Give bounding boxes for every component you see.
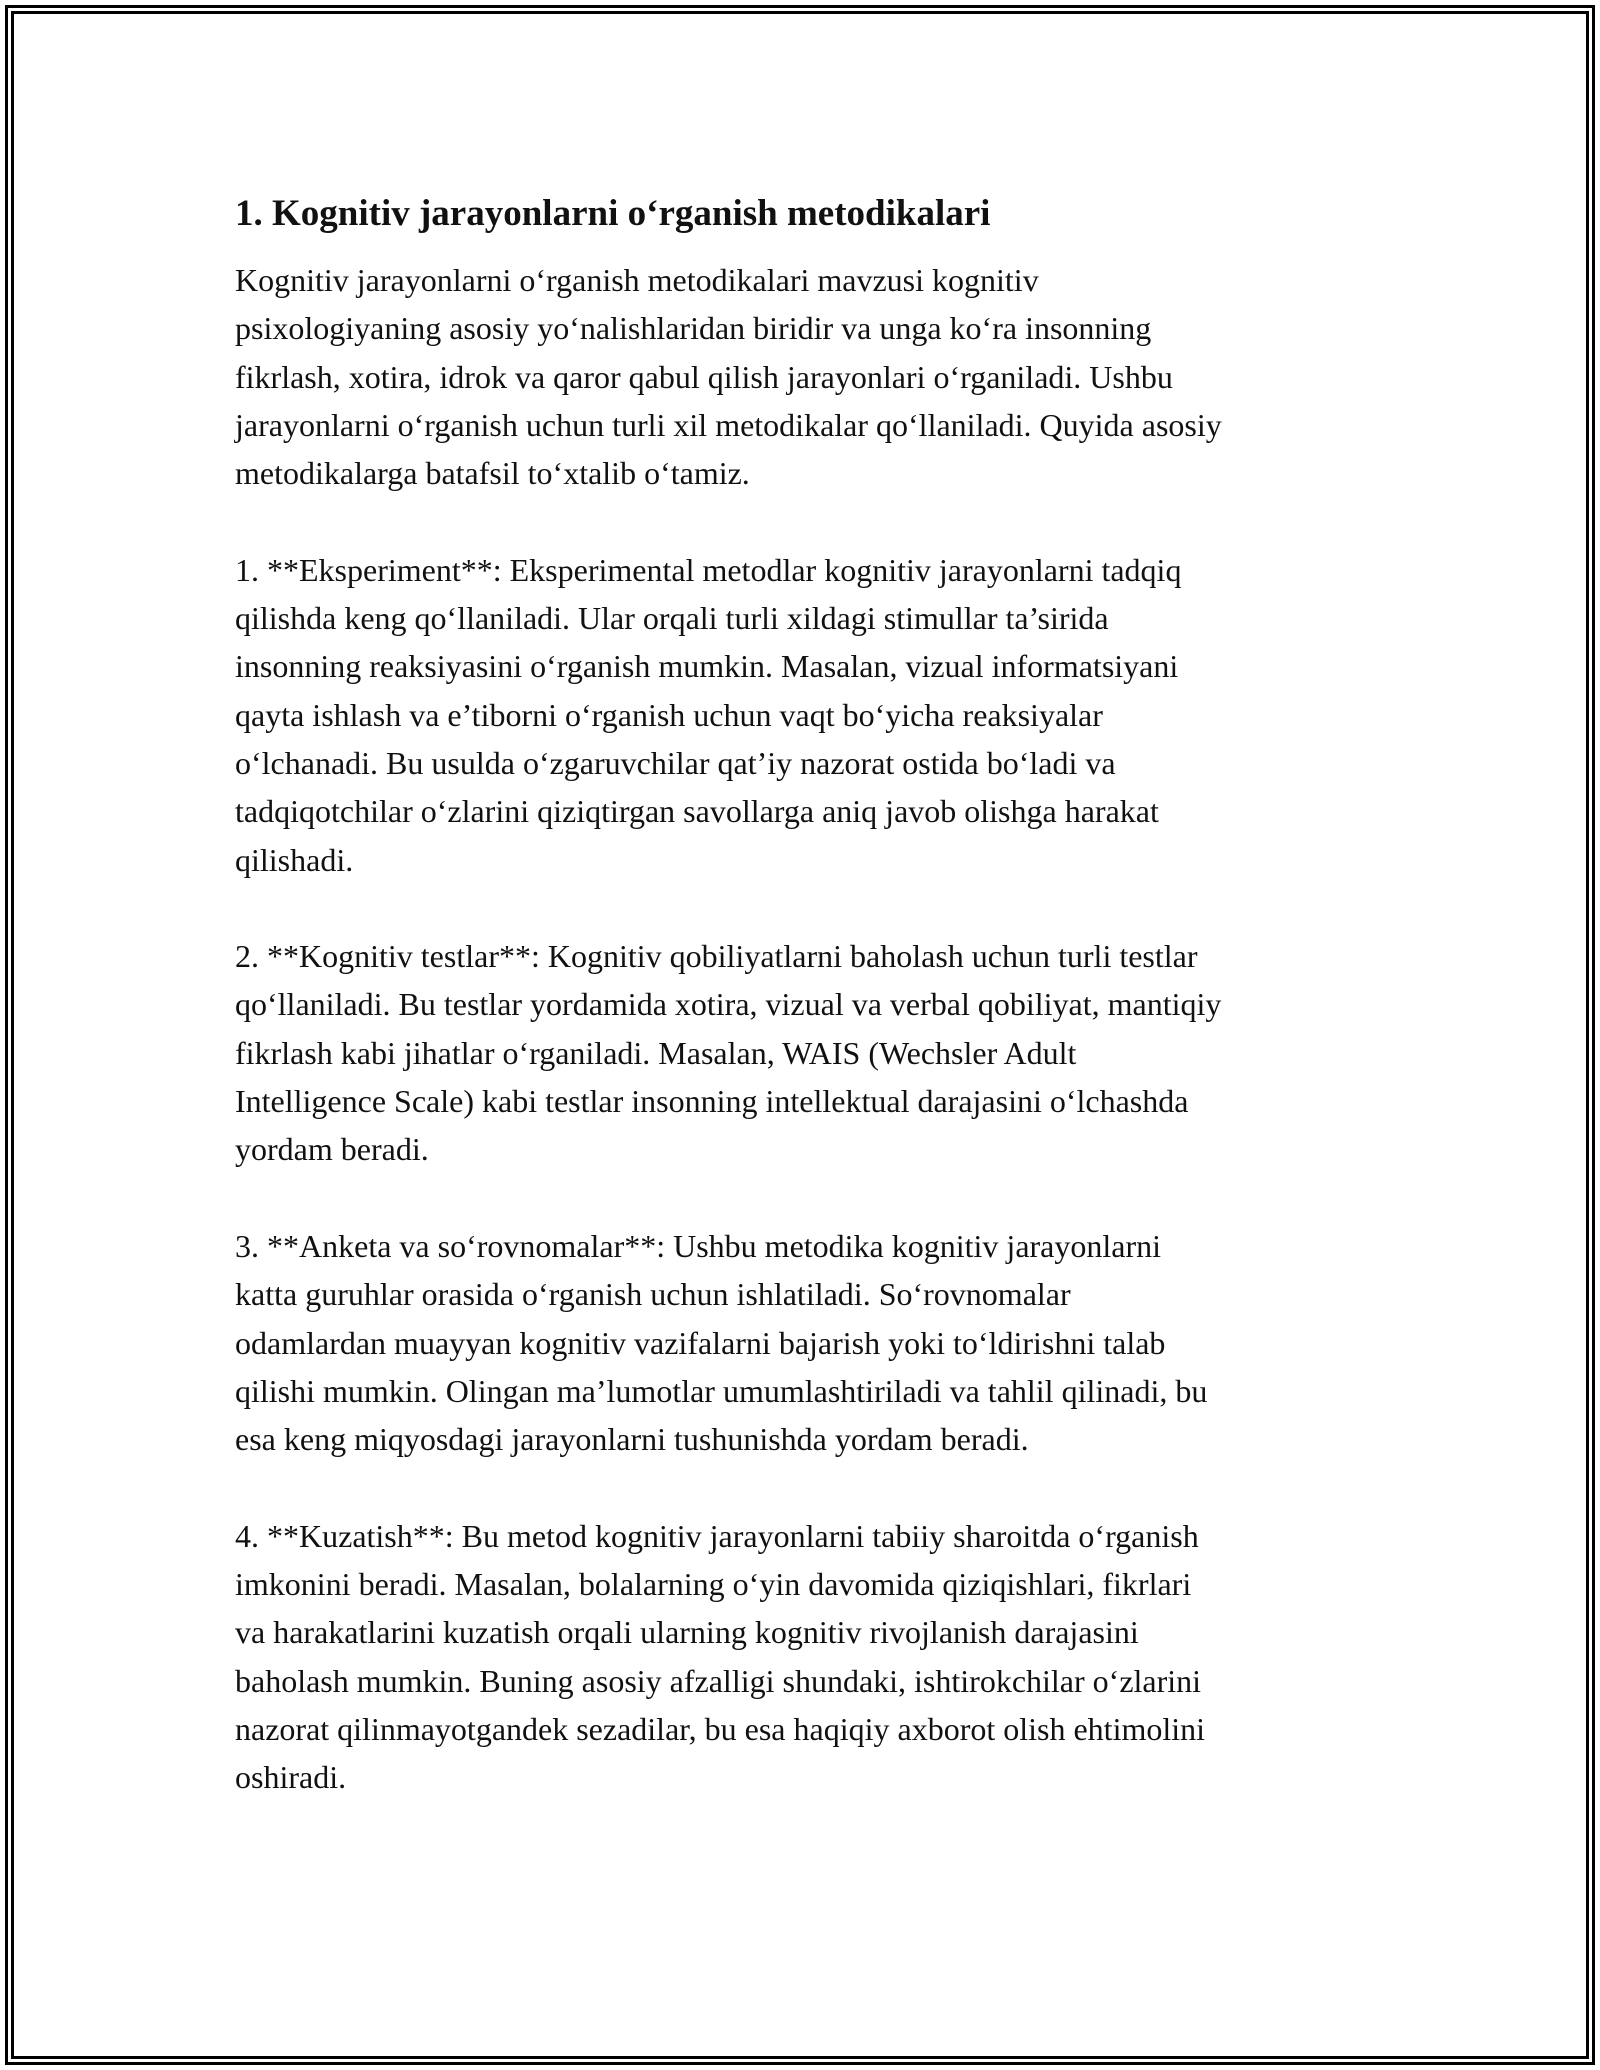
text-line: Intelligence Scale) kabi testlar insonning intellektual darajasini o‘lchashda [235, 1083, 1189, 1120]
text-line: o‘lchanadi. Bu usulda o‘zgaruvchilar qat’iy nazorat ostida bo‘ladi va [235, 744, 1116, 781]
text-line: tadqiqotchilar o‘zlarini qiziqtirgan savollarga aniq javob olishga harakat [235, 793, 1159, 830]
text-line: qilishda keng qo‘llaniladi. Ular orqali turli xildagi stimullar ta’sirida [235, 600, 1109, 637]
text-line: oshiradi. [235, 1759, 347, 1796]
paragraph-anketa [235, 1222, 1375, 1463]
document-title: 1. Kognitiv jarayonlarni o‘rganish metodikalari [235, 193, 991, 234]
text-line: qayta ishlash va e’tiborni o‘rganish uchun vaqt bo‘yicha reaksiyalar [235, 696, 1103, 733]
text-line: nazorat qilinmayotgandek sezadilar, bu esa haqiqiy axborot olish ehtimolini [235, 1710, 1206, 1747]
paragraph-intro [235, 256, 1375, 497]
text-line: psixologiyaning asosiy yo‘nalishlaridan biridir va unga ko‘ra insonning [235, 310, 1152, 347]
text-line: fikrlash kabi jihatlar o‘rganiladi. Masalan, WAIS (Wechsler Adult [235, 1034, 1077, 1071]
paragraph-eksperiment [235, 546, 1375, 884]
text-line: odamlardan muayyan kognitiv vazifalarni bajarish yoki to‘ldirishni talab [235, 1324, 1166, 1361]
text-line: imkonini beradi. Masalan, bolalarning o‘yin davomida qiziqishlari, fikrlari [235, 1566, 1192, 1603]
text-line: insonning reaksiyasini o‘rganish mumkin. Masalan, vizual informatsiyani [235, 648, 1179, 685]
text-line: 3. **Anketa va so‘rovnomalar**: Ushbu metodika kognitiv jarayonlarni [235, 1227, 1162, 1264]
text-line: 4. **Kuzatish**: Bu metod kognitiv jarayonlarni tabiiy sharoitda o‘rganish [235, 1517, 1199, 1554]
text-line: yordam beradi. [235, 1131, 429, 1168]
text-line: esa keng miqyosdagi jarayonlarni tushunishda yordam beradi. [235, 1421, 1029, 1458]
paragraph-kognitiv-testlar [235, 932, 1375, 1173]
text-line: qo‘llaniladi. Bu testlar yordamida xotira, vizual va verbal qobiliyat, mantiqiy [235, 986, 1222, 1023]
text-line: metodikalarga batafsil to‘xtalib o‘tamiz. [235, 455, 750, 492]
document-body [235, 186, 1375, 1850]
text-line: 1. **Eksperiment**: Eksperimental metodlar kognitiv jarayonlarni tadqiq [235, 551, 1182, 588]
text-line: 2. **Kognitiv testlar**: Kognitiv qobiliyatlarni baholash uchun turli testlar [235, 938, 1198, 975]
text-line: qilishi mumkin. Olingan ma’lumotlar umumlashtiriladi va tahlil qilinadi, bu [235, 1372, 1208, 1409]
text-line: fikrlash, xotira, idrok va qaror qabul qilish jarayonlari o‘rganiladi. Ushbu [235, 358, 1173, 395]
text-line: katta guruhlar orasida o‘rganish uchun ishlatiladi. So‘rovnomalar [235, 1276, 1071, 1313]
paragraph-kuzatish [235, 1512, 1375, 1802]
text-line: va harakatlarini kuzatish orqali ularning kognitiv rivojlanish darajasini [235, 1614, 1139, 1651]
text-line: jarayonlarni o‘rganish uchun turli xil metodikalar qo‘llaniladi. Quyida asosiy [235, 406, 1222, 443]
text-line: Kognitiv jarayonlarni o‘rganish metodikalari mavzusi kognitiv [235, 262, 1039, 298]
text-line: qilishadi. [235, 841, 354, 878]
text-line: baholash mumkin. Buning asosiy afzalligi shundaki, ishtirokchilar o‘zlarini [235, 1662, 1202, 1699]
